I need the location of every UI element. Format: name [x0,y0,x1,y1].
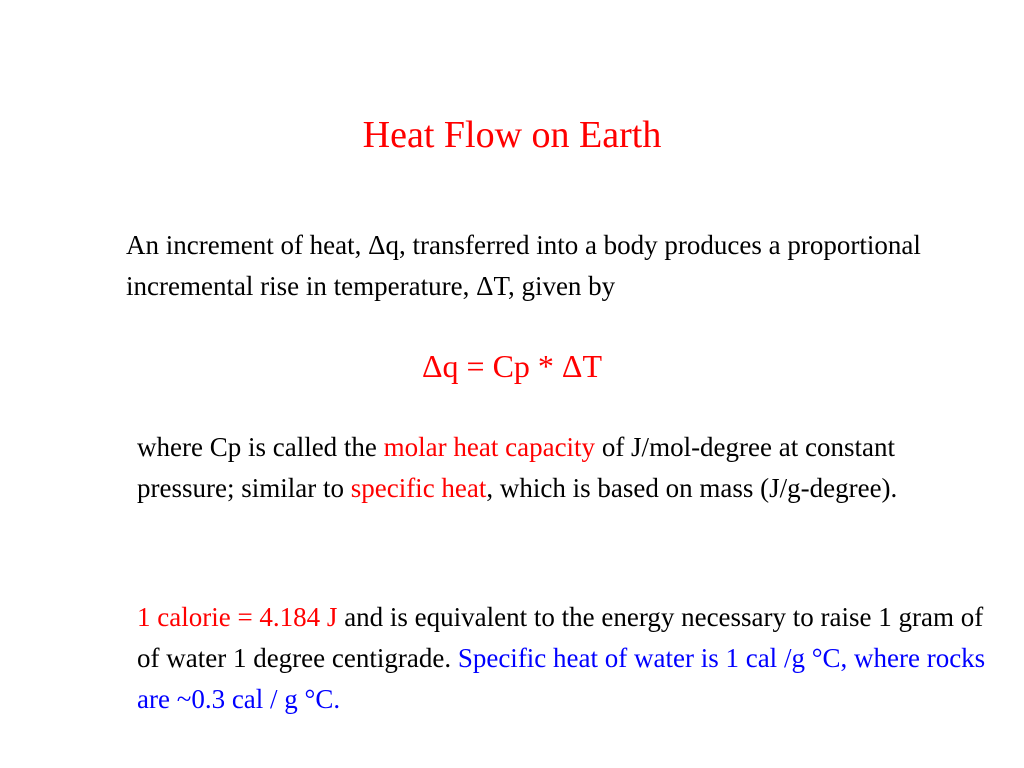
para2-text-end: , which is based on mass (J/g-degree). [486,473,898,503]
specific-heat-term: specific heat [350,473,487,503]
molar-heat-capacity-term: molar heat capacity [383,432,596,462]
calorie-explanation: and is equivalent to the energy necessary to raise 1 gram of of water 1 degree centigrade. [137,602,984,673]
specific-heat-note: Specific heat of water is 1 cal /g °C, where rocks are ~0.3 cal / g °C. [137,643,986,714]
para2-text-start: where Cp is called the [137,432,384,462]
intro-paragraph: An increment of heat, Δq, transferred into a body produces a proportional incremental rise in temperature, ΔT, given by [126,230,921,301]
molar-heat-capacity-paragraph [137,427,987,509]
para2-text-middle: of J/mol-degree at constant pressure; similar to [137,432,895,503]
calorie-definition: 1 calorie = 4.184 J [137,602,338,632]
slide-title: Heat Flow on Earth [362,114,662,156]
calorie-paragraph [137,597,997,720]
heat-equation: Δq = Cp * ΔT [421,348,603,384]
